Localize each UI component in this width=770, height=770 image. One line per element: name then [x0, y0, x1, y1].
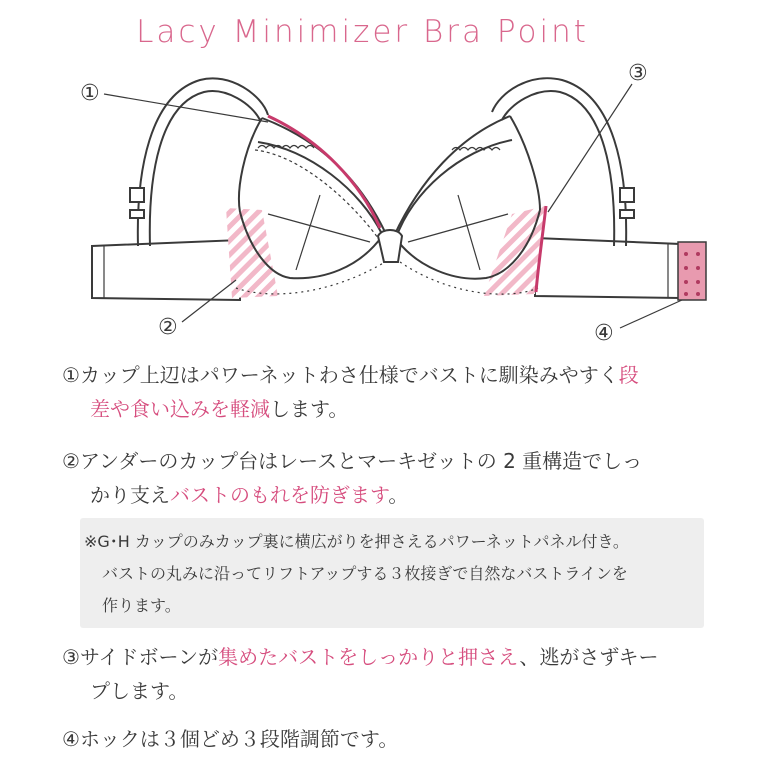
point-2 — [62, 444, 712, 628]
point-4-text: ホックは３個どめ３段階調節です。 — [79, 727, 399, 751]
point-2-marker: ② — [62, 449, 80, 473]
point-3-text: サイドボーンが — [79, 645, 219, 669]
point-3 — [62, 640, 712, 708]
point-4-marker: ④ — [62, 727, 80, 751]
point-2-text-2: かり支え — [90, 483, 170, 507]
note-line-2: バストの丸みに沿ってリフトアップする３枚接ぎで自然なバストラインを — [102, 564, 628, 583]
note-line-3: 作ります。 — [102, 596, 181, 615]
point-3-highlight: 集めたバストをしっかりと押さえ — [218, 645, 520, 669]
point-2-highlight: バストのもれを防ぎます — [170, 483, 389, 507]
point-3-line-2: プします。 — [90, 679, 189, 703]
left-side-panel — [226, 208, 278, 298]
right-band — [535, 238, 680, 298]
point-3-line-1 — [62, 640, 712, 674]
callout-2-label: ② — [158, 315, 178, 340]
point-2-text: アンダーのカップ台はレースとマーキゼットの 2 重構造でしっ — [79, 449, 643, 473]
point-1-line-2 — [62, 392, 712, 426]
point-4 — [62, 722, 712, 756]
point-1-text-2: します。 — [270, 397, 349, 421]
callout-3-label: ③ — [628, 61, 648, 86]
point-2-line-1 — [62, 444, 712, 478]
page-title: Lacy Minimizer Bra Point — [136, 14, 589, 50]
note-line-1: ※G･H カップのみカップ裏に横広がりを押さえるパワーネットパネル付き。 — [84, 532, 629, 551]
bra-diagram — [0, 0, 770, 350]
feature-points — [62, 358, 712, 756]
callout-4 — [594, 300, 682, 346]
point-1-text: カップ上辺はパワーネットわさ仕様でバストに馴染みやすく — [79, 363, 619, 387]
hook-tape — [678, 242, 706, 300]
point-2-line-2 — [62, 478, 712, 512]
left-lace-scallop — [258, 146, 314, 149]
callout-4-label: ④ — [594, 321, 614, 346]
point-2-note — [80, 518, 704, 628]
point-3-marker: ③ — [62, 645, 80, 669]
point-1-highlight: 段 — [618, 363, 639, 387]
point-3-text-2: 、逃がさずキー — [519, 645, 659, 669]
point-1-highlight-2: 差や食い込みを軽減 — [90, 397, 270, 421]
point-4-line-1 — [62, 722, 712, 756]
point-1-line-1 — [62, 358, 712, 392]
cup-top-edge-accent — [268, 116, 380, 228]
left-band — [92, 240, 240, 300]
center-gore — [378, 230, 402, 262]
point-1-marker: ① — [62, 363, 80, 387]
point-1 — [62, 358, 712, 426]
point-2-text-3: 。 — [388, 483, 409, 507]
callout-1-label: ① — [80, 81, 100, 106]
